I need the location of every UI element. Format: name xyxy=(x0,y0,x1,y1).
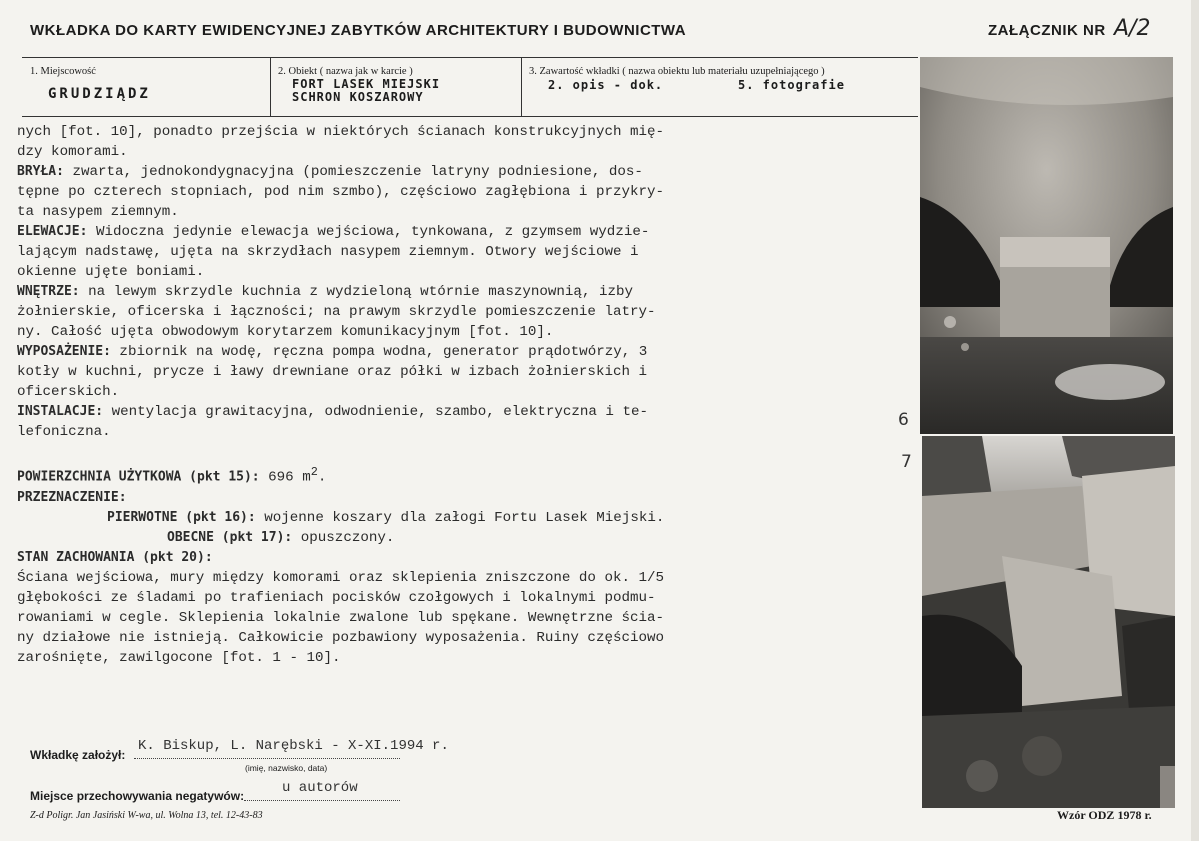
area-end: . xyxy=(317,469,327,486)
locality-value: GRUDZIĄDZ xyxy=(48,86,151,102)
stan-heading: STAN ZACHOWANIA (pkt 20): xyxy=(17,549,213,565)
field-divider-1 xyxy=(270,57,271,117)
text-line: ny działowe nie istnieją. Całkowicie pozbawiony wyposażenia. Ruiny częściowo xyxy=(17,629,665,646)
wnetrze-section xyxy=(17,282,797,302)
object-label: 2. Obiekt ( nazwa jak w karcie ) xyxy=(278,66,413,77)
creator-value: K. Biskup, L. Narębski - X-XI.1994 r. xyxy=(138,738,449,754)
text-line: dzy komorami. xyxy=(17,144,128,160)
field-box-top-border xyxy=(22,57,918,58)
obecne-value: opuszczony. xyxy=(292,529,395,546)
przeznaczenie-heading-row xyxy=(17,488,797,508)
obecne-heading: OBECNE (pkt 17): xyxy=(167,529,293,545)
sheet-edge xyxy=(1191,0,1199,841)
text-line: na lewym skrzydle kuchnia z wydzieloną wtórnie maszynownią, izby xyxy=(79,284,634,300)
description-text xyxy=(17,122,797,668)
text-line: oficerskich. xyxy=(17,384,120,400)
photo-6-image xyxy=(920,57,1173,434)
przeznaczenie-heading: PRZEZNACZENIE: xyxy=(17,489,127,505)
text-line: lefoniczna. xyxy=(17,424,111,440)
obecne-row xyxy=(17,528,797,548)
elewacje-heading: ELEWACJE: xyxy=(17,224,88,239)
text-line: wentylacja grawitacyjna, odwodnienie, szambo, elektryczna i te- xyxy=(103,404,648,420)
text-line: żołnierskie, oficerska i łączności; na prawym skrzydle pomieszczenie latry- xyxy=(17,304,656,320)
photo-number-7: 7 xyxy=(901,452,912,472)
instalacje-section xyxy=(17,402,797,422)
negatives-value: u autorów xyxy=(282,780,358,796)
area-value: 696 m xyxy=(259,469,311,486)
text-line: kotły w kuchni, prycze i ławy drewniane oraz półki w izbach żołnierskich i xyxy=(17,364,648,380)
wnetrze-heading: WNĘTRZE: xyxy=(17,284,80,299)
photo-7-collapsed-wall xyxy=(922,436,1175,808)
bryla-section xyxy=(17,162,797,182)
powierzchnia-section xyxy=(17,462,797,488)
creator-dotted-line xyxy=(134,758,400,759)
text-line: Widoczna jedynie elewacja wejściowa, tynkowana, z gzymsem wydzie- xyxy=(87,224,650,240)
text-line: rowaniami w cegle. Sklepienia lokalnie zwalone lub spękane. Wewnętrzne ścia- xyxy=(17,609,665,626)
text-line: ta nasypem ziemnym. xyxy=(17,204,179,220)
creator-hint: (imię, nazwisko, data) xyxy=(245,763,328,773)
photo-6-vault-interior xyxy=(920,57,1173,434)
photo-7-image xyxy=(922,436,1175,808)
field-divider-2 xyxy=(521,57,522,117)
attachment-label: ZAŁĄCZNIK NR xyxy=(988,22,1106,39)
text-line: zarośnięte, zawilgocone [fot. 1 - 10]. xyxy=(17,649,341,666)
stan-heading-row xyxy=(17,548,797,568)
object-name-line2: SCHRON KOSZAROWY xyxy=(292,90,424,104)
contents-item-1: 2. opis - dok. xyxy=(548,78,664,92)
pierwotne-row xyxy=(17,508,797,528)
instalacje-heading: INSTALACJE: xyxy=(17,404,104,419)
wyposazenie-heading: WYPOSAŻENIE: xyxy=(17,344,111,359)
printer-imprint: Z-d Poligr. Jan Jasiński W-wa, ul. Wolna 13, tel. 12-43-83 xyxy=(30,810,263,821)
locality-label: 1. Miejscowość xyxy=(30,66,96,77)
text-line: nych [fot. 10], ponadto przejścia w niektórych ścianach konstrukcyjnych mię- xyxy=(17,124,665,140)
wyposazenie-section xyxy=(17,342,797,362)
form-title: WKŁADKA DO KARTY EWIDENCYJNEJ ZABYTKÓW ARCHITEKTURY I BUDOWNICTWA xyxy=(30,22,687,39)
area-unit-exponent: 2 xyxy=(310,465,318,479)
form-model: Wzór ODZ 1978 r. xyxy=(1057,808,1152,822)
bryla-heading: BRYŁA: xyxy=(17,164,64,179)
text-line: zbiornik na wodę, ręczna pompa wodna, generator prądotwórzy, 3 xyxy=(110,344,648,360)
pierwotne-value: wojenne koszary dla załogi Fortu Lasek Miejski. xyxy=(255,509,665,526)
powierzchnia-heading: POWIERZCHNIA UŻYTKOWA (pkt 15): xyxy=(17,469,260,485)
elewacje-section xyxy=(17,222,797,242)
object-name-line1: FORT LASEK MIEJSKI xyxy=(292,77,441,91)
text-line: lającym nadstawę, ujęta na skrzydłach nasypem ziemnym. Otwory wejściowe i xyxy=(17,244,639,260)
text-line: zwarta, jednokondygnacyjna (pomieszczenie latryny podniesione, dos- xyxy=(63,164,643,180)
text-line: głębokości ze śladami po trafieniach pocisków czołgowych i lokalnymi podmu- xyxy=(17,589,656,606)
negatives-dotted-line xyxy=(244,800,400,801)
attachment-number: A/2 xyxy=(1114,16,1151,41)
pierwotne-heading: PIERWOTNE (pkt 16): xyxy=(107,509,256,525)
text-line: ny. Całość ujęta obwodowym korytarzem komunikacyjnym [fot. 10]. xyxy=(17,324,554,340)
text-line: okienne ujęte boniami. xyxy=(17,264,205,280)
field-box-bottom-border xyxy=(22,116,918,117)
creator-label: Wkładkę założył: xyxy=(30,748,126,762)
text-line: Ściana wejściowa, mury między komorami oraz sklepienia zniszczone do ok. 1/5 xyxy=(17,569,665,586)
text-line: tępne po czterech stopniach, pod nim szmbo), częściowo zagłębiona i przykry- xyxy=(17,184,665,200)
contents-item-2: 5. fotografie xyxy=(738,78,845,92)
contents-label: 3. Zawartość wkładki ( nazwa obiektu lub materiału uzupełniającego ) xyxy=(529,66,825,77)
negatives-label: Miejsce przechowywania negatywów: xyxy=(30,789,245,803)
photo-number-6: 6 xyxy=(898,410,909,430)
